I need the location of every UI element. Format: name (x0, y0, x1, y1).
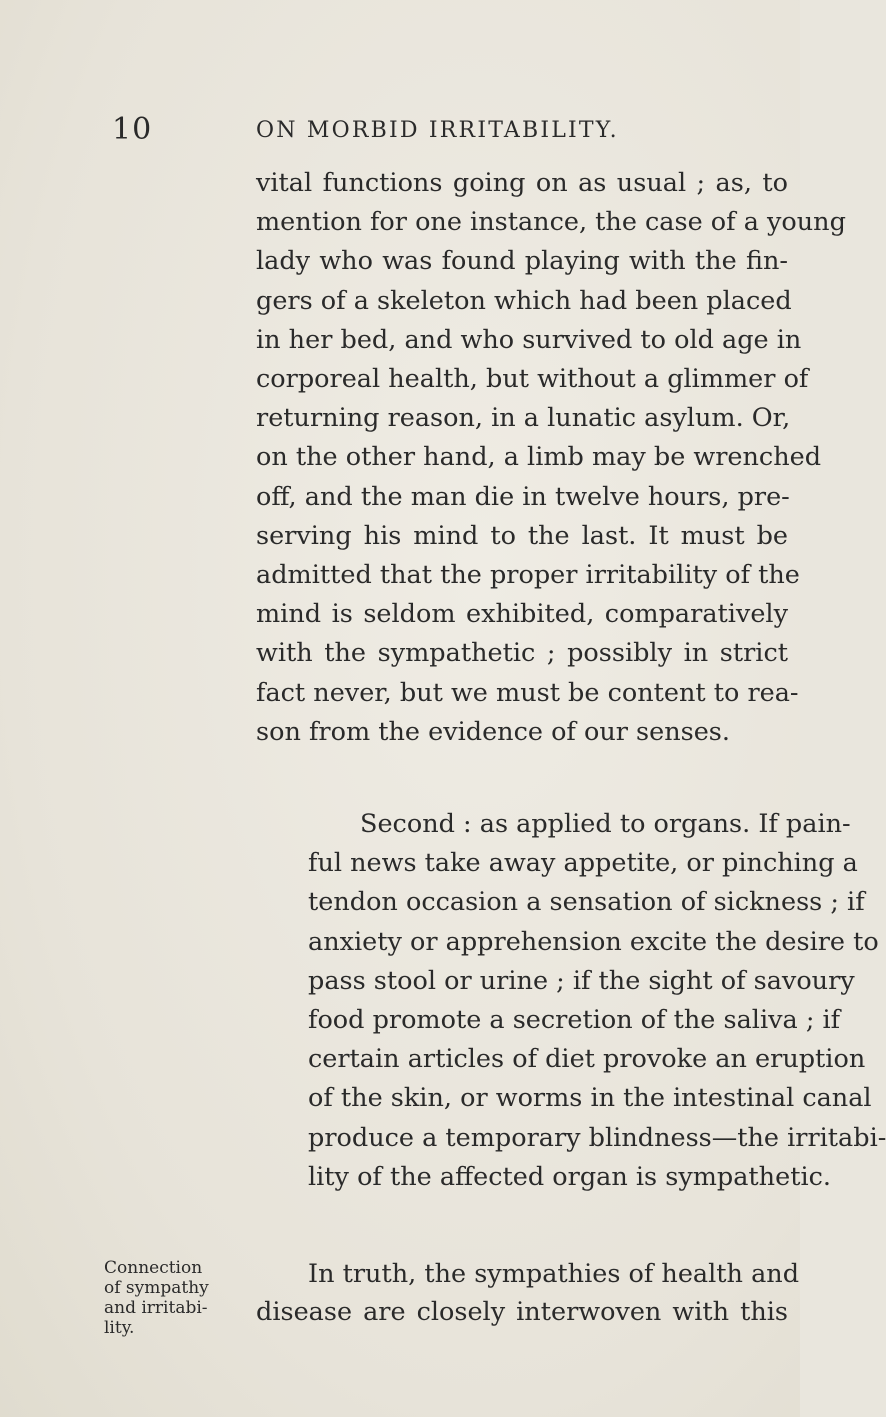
text-line: tendon occasion a sensation of sickness ; if (308, 887, 865, 918)
text-line: anxiety or apprehension excite the desire to (308, 926, 879, 957)
margin-note-line: lity. (104, 1318, 135, 1338)
margin-note-line: Connection (104, 1258, 203, 1278)
text-line: corporeal health, but without a glimmer of (256, 364, 809, 395)
text-line: admitted that the proper irritability of the (256, 560, 800, 591)
text-line: food promote a secretion of the saliva ; if (308, 1005, 841, 1036)
text-line: In truth, the sympathies of health and (308, 1259, 800, 1289)
text-line: in her bed, and who survived to old age in (256, 324, 802, 355)
text-line: returning reason, in a lunatic asylum. Or, (256, 403, 791, 434)
text-line: gers of a skeleton which had been placed (256, 285, 792, 316)
text-line: certain articles of diet provoke an eruption (308, 1044, 866, 1075)
text-line: produce a temporary blindness—the irritabi- (308, 1122, 886, 1153)
margin-note-line: and irritabi- (104, 1298, 208, 1318)
text-line: lity of the affected organ is sympathetic. (308, 1161, 831, 1192)
text-line: with the sympathetic ; possibly in strict (256, 638, 788, 669)
margin-note (104, 1258, 244, 1338)
text-line: serving his mind to the last. It must be (256, 520, 788, 551)
text-line: of the skin, or worms in the intestinal canal (308, 1083, 872, 1114)
paragraph-1 (256, 164, 846, 752)
text-line: ful news take away appetite, or pinching a (308, 848, 858, 879)
text-line: mind is seldom exhibited, comparatively (256, 599, 788, 630)
text-line: off, and the man die in twelve hours, pre- (256, 481, 790, 512)
text-line: mention for one instance, the case of a young (256, 207, 846, 238)
text-line: disease are closely interwoven with this (256, 1297, 788, 1327)
margin-note-line: of sympathy (104, 1278, 209, 1298)
text-line: vital functions going on as usual ; as, to (256, 168, 788, 198)
paragraph-3 (256, 1255, 800, 1331)
page-number: 10 (112, 112, 153, 147)
text-line: on the other hand, a limb may be wrenched (256, 442, 822, 473)
text-line: pass stool or urine ; if the sight of savoury (308, 965, 855, 996)
text-line: son from the evidence of our senses. (256, 716, 731, 747)
text-line: fact never, but we must be content to rea- (256, 677, 799, 708)
running-head: ON MORBID IRRITABILITY. (256, 118, 619, 143)
text-line: lady who was found playing with the fin- (256, 246, 788, 277)
text-line: Second : as applied to organs. If pain- (360, 809, 851, 839)
paragraph-2 (256, 805, 886, 1197)
